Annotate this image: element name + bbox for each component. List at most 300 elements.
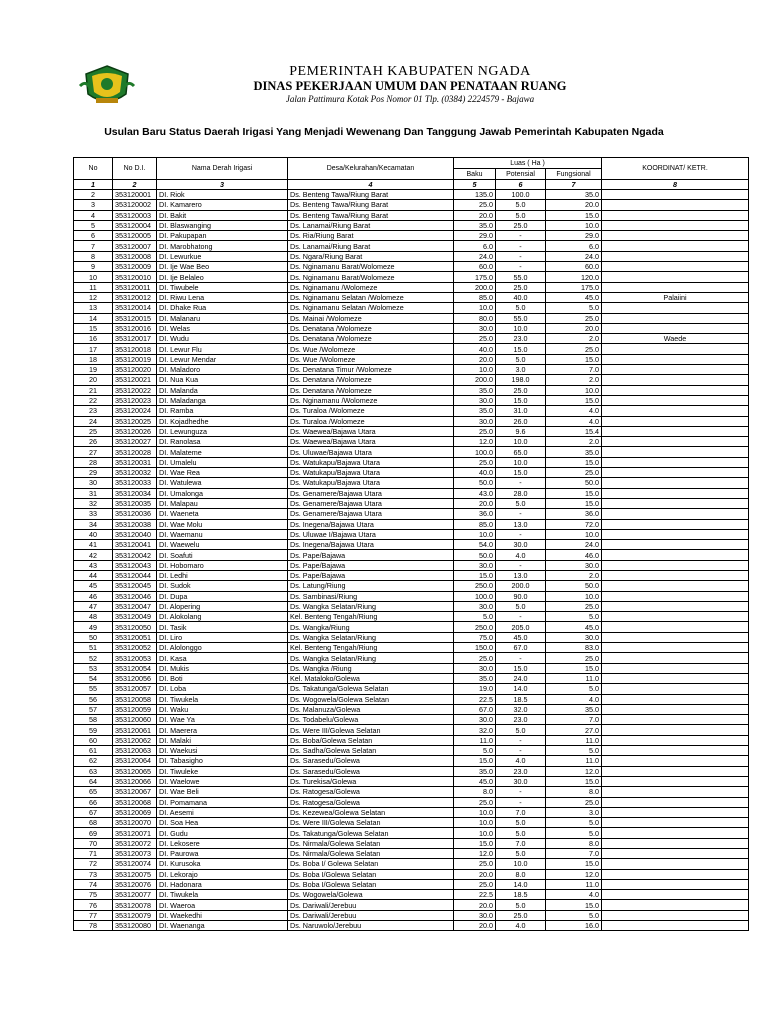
row-no-di: 353120028 bbox=[113, 447, 157, 457]
agency-address: Jalan Pattimura Kotak Pos Nomor 01 Tlp. (0384) 2224579 - Bajawa bbox=[285, 94, 535, 104]
row-fungsional: 2.0 bbox=[546, 437, 602, 447]
row-koordinat bbox=[602, 478, 749, 488]
table-row bbox=[74, 292, 749, 302]
row-no-di: 353120010 bbox=[113, 272, 157, 282]
row-desa: Kel. Benteng Tengah/Riung bbox=[288, 643, 454, 653]
row-no-di: 353120049 bbox=[113, 612, 157, 622]
row-fungsional: 20.0 bbox=[546, 323, 602, 333]
row-no: 13 bbox=[74, 303, 113, 313]
row-baku: 175.0 bbox=[454, 272, 496, 282]
row-no-di: 353120019 bbox=[113, 354, 157, 364]
row-nama: DI. Malanda bbox=[157, 385, 288, 395]
row-potensial: - bbox=[496, 612, 546, 622]
col-fungsional: Fungsional bbox=[546, 169, 602, 180]
row-no-di: 353120052 bbox=[113, 643, 157, 653]
row-no: 7 bbox=[74, 241, 113, 251]
row-desa: Ds. Dariwali/Jerebuu bbox=[288, 900, 454, 910]
row-potensial: 205.0 bbox=[496, 622, 546, 632]
table-row bbox=[74, 498, 749, 508]
col-baku: Baku bbox=[454, 169, 496, 180]
row-fungsional: 83.0 bbox=[546, 643, 602, 653]
row-koordinat bbox=[602, 581, 749, 591]
row-no-di: 353120027 bbox=[113, 437, 157, 447]
row-potensial: 3.0 bbox=[496, 365, 546, 375]
row-no: 62 bbox=[74, 756, 113, 766]
row-desa: Ds. Turekisa/Golewa bbox=[288, 776, 454, 786]
row-fungsional: 60.0 bbox=[546, 262, 602, 272]
row-fungsional: 72.0 bbox=[546, 519, 602, 529]
row-desa: Ds. Genamere/Bajawa Utara bbox=[288, 488, 454, 498]
row-koordinat bbox=[602, 251, 749, 261]
row-no-di: 353120071 bbox=[113, 828, 157, 838]
row-nama: DI. Umalonga bbox=[157, 488, 288, 498]
table-row bbox=[74, 776, 749, 786]
row-no-di: 353120074 bbox=[113, 859, 157, 869]
row-baku: 30.0 bbox=[454, 663, 496, 673]
row-koordinat bbox=[602, 735, 749, 745]
row-nama: DI. Ramba bbox=[157, 406, 288, 416]
row-nama: DI. Soafuti bbox=[157, 550, 288, 560]
row-nama: DI. Kasa bbox=[157, 653, 288, 663]
row-potensial: 15.0 bbox=[496, 663, 546, 673]
row-desa: Ds. Wangka/Riung bbox=[288, 622, 454, 632]
row-no: 45 bbox=[74, 581, 113, 591]
table-row bbox=[74, 457, 749, 467]
row-koordinat bbox=[602, 262, 749, 272]
row-koordinat bbox=[602, 900, 749, 910]
row-nama: DI. Waelowe bbox=[157, 776, 288, 786]
row-koordinat bbox=[602, 725, 749, 735]
row-fungsional: 15.0 bbox=[546, 498, 602, 508]
row-desa: Ds. Sambinasi/Riung bbox=[288, 591, 454, 601]
row-no-di: 353120056 bbox=[113, 673, 157, 683]
row-nama: DI. Mukis bbox=[157, 663, 288, 673]
row-fungsional: 7.0 bbox=[546, 715, 602, 725]
row-nama: DI. Lekosere bbox=[157, 838, 288, 848]
row-nama: DI. Lekorajo bbox=[157, 869, 288, 879]
table-row bbox=[74, 540, 749, 550]
row-no-di: 353120073 bbox=[113, 849, 157, 859]
row-koordinat bbox=[602, 663, 749, 673]
table-row bbox=[74, 190, 749, 200]
row-baku: 8.0 bbox=[454, 787, 496, 797]
row-potensial: 90.0 bbox=[496, 591, 546, 601]
row-koordinat bbox=[602, 416, 749, 426]
row-potensial: 5.0 bbox=[496, 354, 546, 364]
row-baku: 15.0 bbox=[454, 838, 496, 848]
row-nama: DI. Nua Kua bbox=[157, 375, 288, 385]
row-potensial: 10.0 bbox=[496, 437, 546, 447]
row-potensial: - bbox=[496, 251, 546, 261]
row-fungsional: 2.0 bbox=[546, 570, 602, 580]
row-fungsional: 15.0 bbox=[546, 900, 602, 910]
row-fungsional: 4.0 bbox=[546, 890, 602, 900]
table-row bbox=[74, 869, 749, 879]
row-desa: Ds. Were III/Golewa Selatan bbox=[288, 725, 454, 735]
row-fungsional: 4.0 bbox=[546, 416, 602, 426]
row-no-di: 353120015 bbox=[113, 313, 157, 323]
row-koordinat bbox=[602, 231, 749, 241]
row-fungsional: 35.0 bbox=[546, 190, 602, 200]
row-fungsional: 175.0 bbox=[546, 282, 602, 292]
table-row bbox=[74, 704, 749, 714]
row-nama: DI. Boti bbox=[157, 673, 288, 683]
row-potensial: 4.0 bbox=[496, 921, 546, 931]
row-koordinat bbox=[602, 375, 749, 385]
row-baku: 60.0 bbox=[454, 262, 496, 272]
row-no: 49 bbox=[74, 622, 113, 632]
row-baku: 10.0 bbox=[454, 818, 496, 828]
row-nama: DI. Liro bbox=[157, 632, 288, 642]
row-nama: DI. Lewunguza bbox=[157, 426, 288, 436]
row-desa: Ds. Takatunga/Golewa Selatan bbox=[288, 828, 454, 838]
row-nama: DI. Umalelu bbox=[157, 457, 288, 467]
row-baku: 11.0 bbox=[454, 735, 496, 745]
row-potensial: - bbox=[496, 241, 546, 251]
row-potensial: 5.0 bbox=[496, 498, 546, 508]
row-potensial: 13.0 bbox=[496, 519, 546, 529]
row-no-di: 353120005 bbox=[113, 231, 157, 241]
row-potensial: 100.0 bbox=[496, 190, 546, 200]
table-row bbox=[74, 354, 749, 364]
row-baku: 25.0 bbox=[454, 879, 496, 889]
table-row bbox=[74, 509, 749, 519]
col-number: 5 bbox=[454, 180, 496, 190]
row-desa: Ds. Denatana /Wolomeze bbox=[288, 375, 454, 385]
row-fungsional: 15.0 bbox=[546, 354, 602, 364]
row-nama: DI. Watulewa bbox=[157, 478, 288, 488]
row-no-di: 353120051 bbox=[113, 632, 157, 642]
row-potensial: 8.0 bbox=[496, 869, 546, 879]
row-fungsional: 10.0 bbox=[546, 591, 602, 601]
row-baku: 5.0 bbox=[454, 746, 496, 756]
row-desa: Ds. Nginamanu Selatan /Wolomeze bbox=[288, 292, 454, 302]
col-number: 2 bbox=[113, 180, 157, 190]
row-koordinat bbox=[602, 849, 749, 859]
row-no: 34 bbox=[74, 519, 113, 529]
row-nama: DI. Kurusoka bbox=[157, 859, 288, 869]
row-potensial: 28.0 bbox=[496, 488, 546, 498]
row-potensial: 31.0 bbox=[496, 406, 546, 416]
row-fungsional: 25.0 bbox=[546, 601, 602, 611]
row-fungsional: 10.0 bbox=[546, 529, 602, 539]
row-baku: 22.5 bbox=[454, 890, 496, 900]
row-no: 74 bbox=[74, 879, 113, 889]
row-desa: Ds. Ratogesa/Golewa bbox=[288, 797, 454, 807]
row-desa: Ds. Waewea/Bajawa Utara bbox=[288, 437, 454, 447]
row-fungsional: 15.4 bbox=[546, 426, 602, 436]
table-row bbox=[74, 560, 749, 570]
row-desa: Ds. Boba I/Golewa Selatan bbox=[288, 879, 454, 889]
row-no: 44 bbox=[74, 570, 113, 580]
row-baku: 10.0 bbox=[454, 365, 496, 375]
row-no: 33 bbox=[74, 509, 113, 519]
row-koordinat bbox=[602, 498, 749, 508]
row-potensial: - bbox=[496, 653, 546, 663]
row-no: 66 bbox=[74, 797, 113, 807]
row-desa: Ds. Waewea/Bajawa Utara bbox=[288, 426, 454, 436]
row-baku: 100.0 bbox=[454, 591, 496, 601]
row-fungsional: 7.0 bbox=[546, 849, 602, 859]
row-baku: 250.0 bbox=[454, 581, 496, 591]
table-row bbox=[74, 468, 749, 478]
row-baku: 25.0 bbox=[454, 334, 496, 344]
table-row bbox=[74, 313, 749, 323]
row-potensial: - bbox=[496, 560, 546, 570]
row-fungsional: 5.0 bbox=[546, 303, 602, 313]
row-fungsional: 24.0 bbox=[546, 540, 602, 550]
row-baku: 30.0 bbox=[454, 323, 496, 333]
row-fungsional: 25.0 bbox=[546, 313, 602, 323]
row-nama: DI. Malapau bbox=[157, 498, 288, 508]
row-no-di: 353120046 bbox=[113, 591, 157, 601]
table-row bbox=[74, 828, 749, 838]
row-nama: DI. Waemanu bbox=[157, 529, 288, 539]
row-fungsional: 8.0 bbox=[546, 787, 602, 797]
row-fungsional: 5.0 bbox=[546, 910, 602, 920]
row-nama: DI. Tabasigho bbox=[157, 756, 288, 766]
table-row bbox=[74, 488, 749, 498]
table-row bbox=[74, 766, 749, 776]
row-no-di: 353120069 bbox=[113, 807, 157, 817]
row-baku: 25.0 bbox=[454, 457, 496, 467]
row-no: 14 bbox=[74, 313, 113, 323]
row-baku: 150.0 bbox=[454, 643, 496, 653]
table-row bbox=[74, 735, 749, 745]
row-desa: Ds. Uluwae I/Bajawa Utara bbox=[288, 529, 454, 539]
row-potensial: - bbox=[496, 478, 546, 488]
row-no: 70 bbox=[74, 838, 113, 848]
row-no-di: 353120040 bbox=[113, 529, 157, 539]
row-potensial: 14.0 bbox=[496, 684, 546, 694]
row-desa: Ds. Wangka Selatan/Riung bbox=[288, 632, 454, 642]
row-no-di: 353120025 bbox=[113, 416, 157, 426]
row-no: 11 bbox=[74, 282, 113, 292]
row-no: 31 bbox=[74, 488, 113, 498]
row-potensial: - bbox=[496, 787, 546, 797]
row-potensial: 9.6 bbox=[496, 426, 546, 436]
table-row bbox=[74, 570, 749, 580]
row-no-di: 353120061 bbox=[113, 725, 157, 735]
row-no: 22 bbox=[74, 395, 113, 405]
row-nama: DI. Blaswanging bbox=[157, 220, 288, 230]
row-nama: DI. Welas bbox=[157, 323, 288, 333]
row-desa: Ds. Nginamanu Selatan /Wolomeze bbox=[288, 303, 454, 313]
row-baku: 40.0 bbox=[454, 344, 496, 354]
row-no: 43 bbox=[74, 560, 113, 570]
row-desa: Ds. Todabelu/Golewa bbox=[288, 715, 454, 725]
row-fungsional: 16.0 bbox=[546, 921, 602, 931]
row-fungsional: 11.0 bbox=[546, 756, 602, 766]
row-nama: DI. Riok bbox=[157, 190, 288, 200]
row-koordinat bbox=[602, 879, 749, 889]
table-row bbox=[74, 251, 749, 261]
row-potensial: 5.0 bbox=[496, 601, 546, 611]
row-nama: DI. Wae Molu bbox=[157, 519, 288, 529]
row-no-di: 353120044 bbox=[113, 570, 157, 580]
table-row bbox=[74, 231, 749, 241]
row-no: 64 bbox=[74, 776, 113, 786]
row-fungsional: 6.0 bbox=[546, 241, 602, 251]
row-no: 26 bbox=[74, 437, 113, 447]
row-no-di: 353120043 bbox=[113, 560, 157, 570]
row-no: 40 bbox=[74, 529, 113, 539]
row-desa: Ds. Latung/Riung bbox=[288, 581, 454, 591]
row-no: 71 bbox=[74, 849, 113, 859]
row-desa: Ds. Watukapu/Bajawa Utara bbox=[288, 457, 454, 467]
table-row bbox=[74, 519, 749, 529]
row-potensial: 23.0 bbox=[496, 766, 546, 776]
table-row bbox=[74, 416, 749, 426]
row-nama: DI. Wudu bbox=[157, 334, 288, 344]
row-no: 19 bbox=[74, 365, 113, 375]
row-no: 59 bbox=[74, 725, 113, 735]
table-row bbox=[74, 612, 749, 622]
row-no: 57 bbox=[74, 704, 113, 714]
row-desa: Ds. Watukapu/Bajawa Utara bbox=[288, 468, 454, 478]
table-row bbox=[74, 529, 749, 539]
row-koordinat: Waede bbox=[602, 334, 749, 344]
table-row bbox=[74, 365, 749, 375]
col-number: 7 bbox=[546, 180, 602, 190]
row-no: 42 bbox=[74, 550, 113, 560]
row-desa: Ds. Inegena/Bajawa Utara bbox=[288, 519, 454, 529]
row-no-di: 353120007 bbox=[113, 241, 157, 251]
row-baku: 20.0 bbox=[454, 498, 496, 508]
row-desa: Ds. Genamere/Bajawa Utara bbox=[288, 498, 454, 508]
row-potensial: - bbox=[496, 797, 546, 807]
row-baku: 6.0 bbox=[454, 241, 496, 251]
row-baku: 20.0 bbox=[454, 869, 496, 879]
row-nama: DI. Loba bbox=[157, 684, 288, 694]
row-fungsional: 27.0 bbox=[546, 725, 602, 735]
row-desa: Ds. Denatana /Wolomeze bbox=[288, 323, 454, 333]
row-no: 28 bbox=[74, 457, 113, 467]
row-baku: 25.0 bbox=[454, 653, 496, 663]
row-desa: Ds. Wogowela/Golewa bbox=[288, 890, 454, 900]
col-koordinat: KOORDINAT/ KETR. bbox=[602, 158, 749, 180]
row-nama: DI. Soa Hea bbox=[157, 818, 288, 828]
table-row bbox=[74, 210, 749, 220]
col-luas: Luas ( Ha ) bbox=[454, 158, 602, 169]
row-nama: DI. Lewurkue bbox=[157, 251, 288, 261]
row-fungsional: 25.0 bbox=[546, 468, 602, 478]
row-baku: 35.0 bbox=[454, 406, 496, 416]
row-no: 18 bbox=[74, 354, 113, 364]
row-nama: DI. Wae Beli bbox=[157, 787, 288, 797]
row-desa: Ds. Lanamai/Riung Barat bbox=[288, 241, 454, 251]
row-desa: Ds. Takatunga/Golewa Selatan bbox=[288, 684, 454, 694]
row-potensial: 25.0 bbox=[496, 282, 546, 292]
row-koordinat bbox=[602, 560, 749, 570]
table-row bbox=[74, 344, 749, 354]
row-koordinat bbox=[602, 797, 749, 807]
table-row bbox=[74, 241, 749, 251]
row-desa: Ds. Nginamanu Barat/Wolomeze bbox=[288, 272, 454, 282]
row-desa: Ds. Inegena/Bajawa Utara bbox=[288, 540, 454, 550]
table-row bbox=[74, 838, 749, 848]
row-baku: 35.0 bbox=[454, 766, 496, 776]
row-potensial: 5.0 bbox=[496, 725, 546, 735]
row-fungsional: 15.0 bbox=[546, 395, 602, 405]
row-nama: DI. Ledhi bbox=[157, 570, 288, 580]
table-body bbox=[74, 190, 749, 931]
row-no: 50 bbox=[74, 632, 113, 642]
row-no-di: 353120079 bbox=[113, 910, 157, 920]
row-fungsional: 45.0 bbox=[546, 292, 602, 302]
row-desa: Ds. Wogowela/Golewa Selatan bbox=[288, 694, 454, 704]
row-fungsional: 15.0 bbox=[546, 210, 602, 220]
row-koordinat bbox=[602, 694, 749, 704]
row-no-di: 353120033 bbox=[113, 478, 157, 488]
row-potensial: 5.0 bbox=[496, 900, 546, 910]
row-koordinat bbox=[602, 787, 749, 797]
row-nama: DI. Aesemi bbox=[157, 807, 288, 817]
row-potensial: 15.0 bbox=[496, 344, 546, 354]
row-baku: 50.0 bbox=[454, 478, 496, 488]
row-fungsional: 15.0 bbox=[546, 663, 602, 673]
row-desa: Ds. Wue /Wolomeze bbox=[288, 354, 454, 364]
row-baku: 10.0 bbox=[454, 529, 496, 539]
row-baku: 20.0 bbox=[454, 354, 496, 364]
row-nama: DI. Waeneta bbox=[157, 509, 288, 519]
row-no: 48 bbox=[74, 612, 113, 622]
row-potensial: 25.0 bbox=[496, 910, 546, 920]
row-no: 8 bbox=[74, 251, 113, 261]
row-koordinat bbox=[602, 519, 749, 529]
row-desa: Ds. Genamere/Bajawa Utara bbox=[288, 509, 454, 519]
row-no: 67 bbox=[74, 807, 113, 817]
table-row bbox=[74, 622, 749, 632]
row-no-di: 353120042 bbox=[113, 550, 157, 560]
row-baku: 200.0 bbox=[454, 375, 496, 385]
row-nama: DI. Dhake Rua bbox=[157, 303, 288, 313]
row-koordinat bbox=[602, 910, 749, 920]
row-baku: 30.0 bbox=[454, 601, 496, 611]
row-no: 4 bbox=[74, 210, 113, 220]
row-baku: 29.0 bbox=[454, 231, 496, 241]
row-fungsional: 5.0 bbox=[546, 684, 602, 694]
row-no: 61 bbox=[74, 746, 113, 756]
table-row bbox=[74, 447, 749, 457]
table-row bbox=[74, 375, 749, 385]
table-row bbox=[74, 323, 749, 333]
table-row bbox=[74, 797, 749, 807]
row-fungsional: 50.0 bbox=[546, 581, 602, 591]
row-no: 56 bbox=[74, 694, 113, 704]
row-no-di: 353120050 bbox=[113, 622, 157, 632]
row-koordinat bbox=[602, 766, 749, 776]
row-no: 6 bbox=[74, 231, 113, 241]
row-nama: DI. Alokolang bbox=[157, 612, 288, 622]
row-no: 55 bbox=[74, 684, 113, 694]
table-row bbox=[74, 725, 749, 735]
row-baku: 35.0 bbox=[454, 673, 496, 683]
row-koordinat bbox=[602, 200, 749, 210]
row-koordinat: Palaiini bbox=[602, 292, 749, 302]
irrigation-table bbox=[73, 157, 749, 931]
row-baku: 35.0 bbox=[454, 220, 496, 230]
row-baku: 25.0 bbox=[454, 200, 496, 210]
row-desa: Ds. Boba I/Golewa Selatan bbox=[288, 869, 454, 879]
row-no: 65 bbox=[74, 787, 113, 797]
row-desa: Ds. Lanamai/Riung Barat bbox=[288, 220, 454, 230]
row-no-di: 353120053 bbox=[113, 653, 157, 663]
row-baku: 12.0 bbox=[454, 437, 496, 447]
row-baku: 85.0 bbox=[454, 519, 496, 529]
row-no: 52 bbox=[74, 653, 113, 663]
row-fungsional: 25.0 bbox=[546, 797, 602, 807]
